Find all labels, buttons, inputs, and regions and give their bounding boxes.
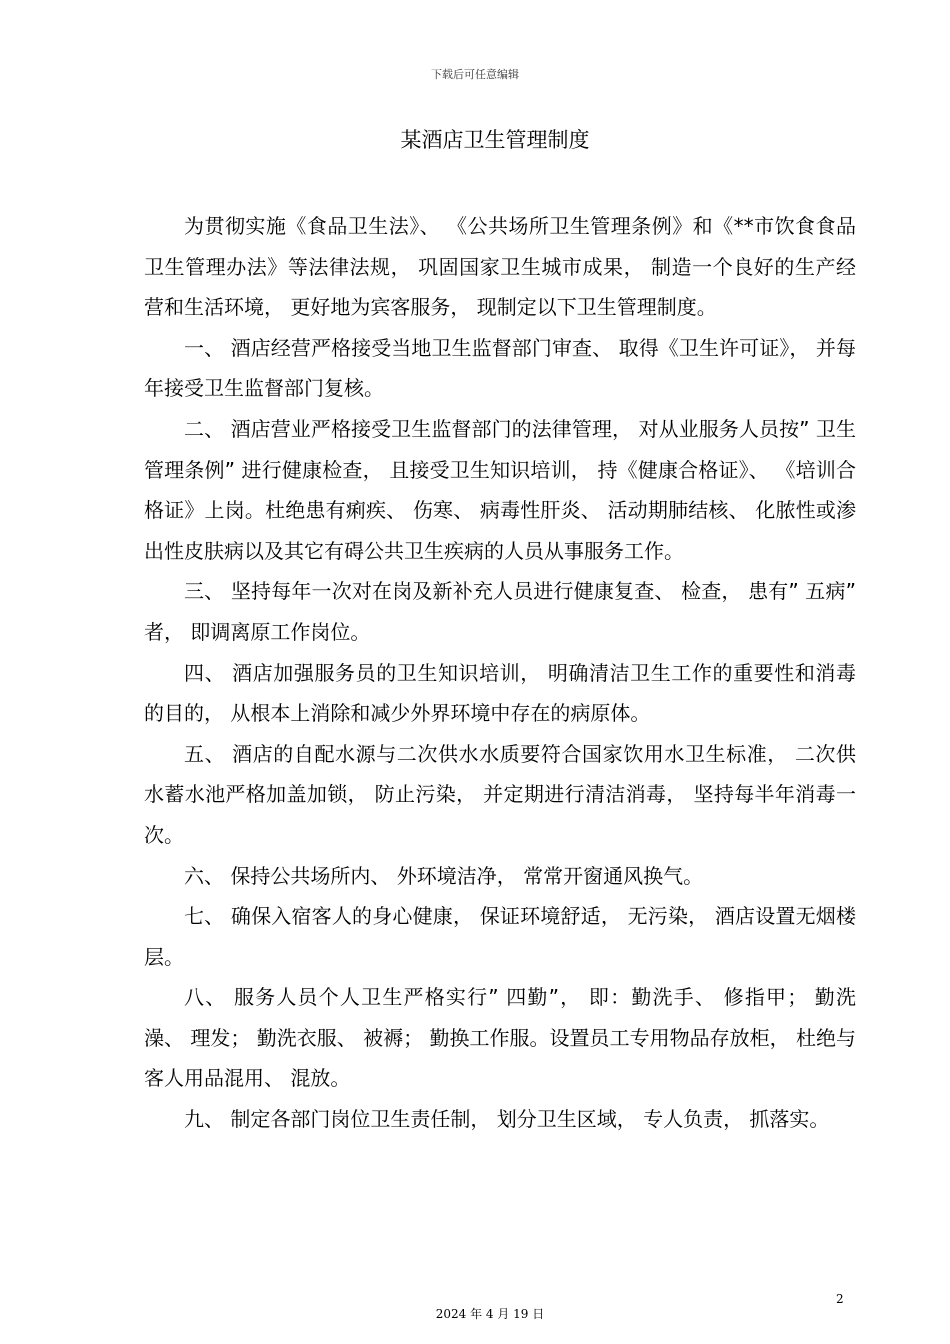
rule-paragraph-5: 五、 酒店的自配水源与二次供水水质要符合国家饮用水卫生标准， 二次供水蓄水池严格加盖加锁， 防止污染， 并定期进行清洁消毒， 坚持每半年消毒一次。: [144, 741, 856, 847]
rule-paragraph-8: 八、 服务人员个人卫生严格实行” 四勤”， 即：勤洗手、 修指甲； 勤洗澡、 理发； 勤洗衣服、 被褥； 勤换工作服。设置员工专用物品存放柜， 杜绝与客人用品混用、 混放。: [144, 985, 856, 1091]
header-note: 下载后可任意编辑: [431, 68, 519, 81]
intro-paragraph: 为贯彻实施《食品卫生法》、 《公共场所卫生管理条例》和《**市饮食食品卫生管理办法》等法律法规， 巩固国家卫生城市成果， 制造一个良好的生产经营和生活环境， 更好地为宾客服务， 现制定以下卫生管理制度。: [144, 214, 856, 320]
page-number: 2: [836, 1292, 844, 1306]
rule-paragraph-3: 三、 坚持每年一次对在岗及新补充人员进行健康复查、 检查， 患有” 五病” 者， 即调离原工作岗位。: [144, 579, 856, 644]
document-body: [144, 206, 856, 1140]
rule-paragraph-2: 二、 酒店营业严格接受卫生监督部门的法律管理， 对从业服务人员按” 卫生管理条例” 进行健康检查， 且接受卫生知识培训， 持《健康合格证》、 《培训合格证》上岗。杜绝患有痢疾、 伤寒、 病毒性肝炎、 活动期肺结核、 化脓性或渗出性皮肤病以及其它有碍公共卫生疾病的人员从事服务工作。: [144, 416, 856, 563]
document-title: 某酒店卫生管理制度: [400, 128, 590, 152]
rule-paragraph-6: 六、 保持公共场所内、 外环境洁净， 常常开窗通风换气。: [184, 863, 704, 888]
rule-paragraph-7: 七、 确保入宿客人的身心健康， 保证环境舒适， 无污染， 酒店设置无烟楼层。: [144, 904, 856, 969]
rule-paragraph-1: 一、 酒店经营严格接受当地卫生监督部门审查、 取得《卫生许可证》， 并每年接受卫生监督部门复核。: [144, 335, 856, 401]
rule-paragraph-4: 四、 酒店加强服务员的卫生知识培训， 明确清洁卫生工作的重要性和消毒的目的， 从根本上消除和减少外界环境中存在的病原体。: [144, 660, 856, 726]
rule-paragraph-9: 九、 制定各部门岗位卫生责任制， 划分卫生区域， 专人负责， 抓落实。: [184, 1107, 830, 1132]
footer-date: 2024 年 4 月 19 日: [435, 1307, 545, 1321]
